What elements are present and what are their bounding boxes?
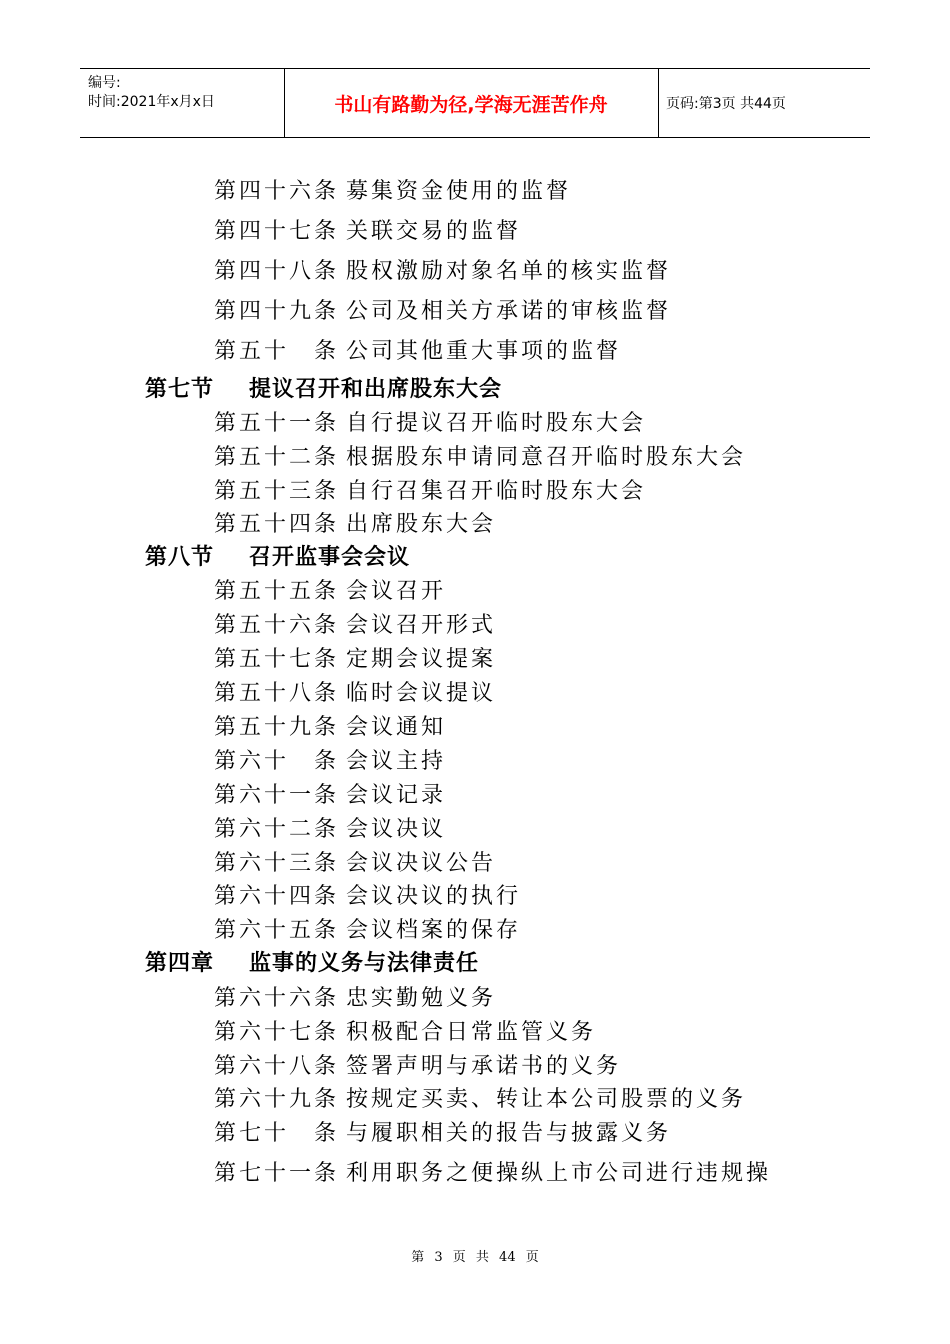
article-title: 会议召开 bbox=[346, 579, 447, 604]
article-line bbox=[214, 812, 446, 843]
chapter-title: 监事的义务与法律责任 bbox=[249, 951, 480, 976]
article-title: 关联交易的监督 bbox=[346, 219, 522, 244]
article-title: 自行提议召开临时股东大会 bbox=[346, 411, 647, 436]
article-number: 第六十七条 bbox=[214, 1020, 340, 1045]
article-number: 第六十二条 bbox=[214, 817, 340, 842]
article-line bbox=[214, 1156, 771, 1187]
article-number: 第四十八条 bbox=[214, 259, 340, 284]
article-title: 公司及相关方承诺的审核监督 bbox=[346, 299, 672, 324]
article-number: 第六十九条 bbox=[214, 1087, 340, 1112]
article-number: 第五十三条 bbox=[214, 479, 340, 504]
article-number: 第六十五条 bbox=[214, 918, 340, 943]
article-line bbox=[214, 507, 496, 538]
article-title: 会议通知 bbox=[346, 715, 447, 740]
number-label: 编号: bbox=[88, 75, 121, 91]
article-title: 会议记录 bbox=[346, 783, 447, 808]
article-line bbox=[214, 710, 446, 741]
article-title: 临时会议提议 bbox=[346, 681, 497, 706]
article-title: 按规定买卖、转让本公司股票的义务 bbox=[346, 1087, 747, 1112]
article-line bbox=[214, 1082, 746, 1113]
article-line bbox=[214, 574, 446, 605]
article-title: 会议召开形式 bbox=[346, 613, 497, 638]
article-title: 会议主持 bbox=[346, 749, 447, 774]
article-line bbox=[214, 778, 446, 809]
article-line bbox=[214, 676, 496, 707]
article-number: 第四十九条 bbox=[214, 299, 340, 324]
article-line bbox=[214, 406, 646, 437]
time-label: 时间:2021年x月x日 bbox=[88, 94, 215, 110]
chapter-heading bbox=[145, 946, 479, 977]
article-title: 出席股东大会 bbox=[346, 512, 497, 537]
article-title: 股权激励对象名单的核实监督 bbox=[346, 259, 672, 284]
article-number: 第七十一条 bbox=[214, 1161, 340, 1186]
article-line bbox=[214, 440, 746, 471]
article-title: 利用职务之便操纵上市公司进行违规操 bbox=[346, 1161, 772, 1186]
section-number: 第八节 bbox=[145, 545, 215, 570]
section-heading bbox=[145, 540, 410, 571]
article-line bbox=[214, 608, 496, 639]
article-line bbox=[214, 334, 621, 365]
section-title: 召开监事会会议 bbox=[249, 545, 411, 570]
article-number: 第四十七条 bbox=[214, 219, 340, 244]
article-line bbox=[214, 1049, 621, 1080]
article-title: 积极配合日常监管义务 bbox=[346, 1020, 597, 1045]
article-line bbox=[214, 254, 671, 285]
article-number: 第五十五条 bbox=[214, 579, 340, 604]
article-line bbox=[214, 174, 571, 205]
article-title: 会议档案的保存 bbox=[346, 918, 522, 943]
header-motto: 书山有路勤为径,学海无涯苦作舟 bbox=[334, 93, 608, 116]
article-line bbox=[214, 474, 646, 505]
article-line bbox=[214, 1015, 596, 1046]
article-number: 第六十四条 bbox=[214, 884, 340, 909]
article-line bbox=[214, 846, 496, 877]
article-title: 签署声明与承诺书的义务 bbox=[346, 1054, 622, 1079]
article-number: 第四十六条 bbox=[214, 179, 340, 204]
article-number: 第六十三条 bbox=[214, 851, 340, 876]
article-number: 第五十九条 bbox=[214, 715, 340, 740]
article-title: 募集资金使用的监督 bbox=[346, 179, 572, 204]
article-number: 第六十 条 bbox=[214, 749, 340, 774]
section-number: 第七节 bbox=[145, 377, 215, 402]
article-number: 第六十六条 bbox=[214, 986, 340, 1011]
article-number: 第六十一条 bbox=[214, 783, 340, 808]
article-line bbox=[214, 744, 446, 775]
article-number: 第五十一条 bbox=[214, 411, 340, 436]
article-line bbox=[214, 913, 521, 944]
chapter-number: 第四章 bbox=[145, 951, 215, 976]
section-heading bbox=[145, 372, 502, 403]
article-number: 第六十八条 bbox=[214, 1054, 340, 1079]
article-title: 根据股东申请同意召开临时股东大会 bbox=[346, 445, 747, 470]
article-title: 忠实勤勉义务 bbox=[346, 986, 497, 1011]
page-header bbox=[80, 68, 870, 138]
article-title: 自行召集召开临时股东大会 bbox=[346, 479, 647, 504]
section-title: 提议召开和出席股东大会 bbox=[249, 377, 503, 402]
article-line bbox=[214, 642, 496, 673]
article-title: 公司其他重大事项的监督 bbox=[346, 339, 622, 364]
article-number: 第五十二条 bbox=[214, 445, 340, 470]
article-number: 第五十四条 bbox=[214, 512, 340, 537]
article-number: 第五十六条 bbox=[214, 613, 340, 638]
header-page-info: 页码:第3页 共44页 bbox=[666, 96, 786, 112]
article-number: 第五十 条 bbox=[214, 339, 340, 364]
article-line bbox=[214, 879, 521, 910]
article-title: 与履职相关的报告与披露义务 bbox=[346, 1121, 672, 1146]
article-line bbox=[214, 981, 496, 1012]
article-title: 定期会议提案 bbox=[346, 647, 497, 672]
article-line bbox=[214, 214, 521, 245]
header-meta bbox=[88, 69, 284, 137]
article-number: 第五十七条 bbox=[214, 647, 340, 672]
page-footer: 第 3 页 共 44 页 bbox=[411, 1250, 539, 1265]
article-title: 会议决议的执行 bbox=[346, 884, 522, 909]
article-number: 第五十八条 bbox=[214, 681, 340, 706]
article-title: 会议决议公告 bbox=[346, 851, 497, 876]
article-title: 会议决议 bbox=[346, 817, 447, 842]
article-number: 第七十 条 bbox=[214, 1121, 340, 1146]
article-line bbox=[214, 1116, 671, 1147]
article-line bbox=[214, 294, 671, 325]
header-divider bbox=[658, 69, 659, 137]
